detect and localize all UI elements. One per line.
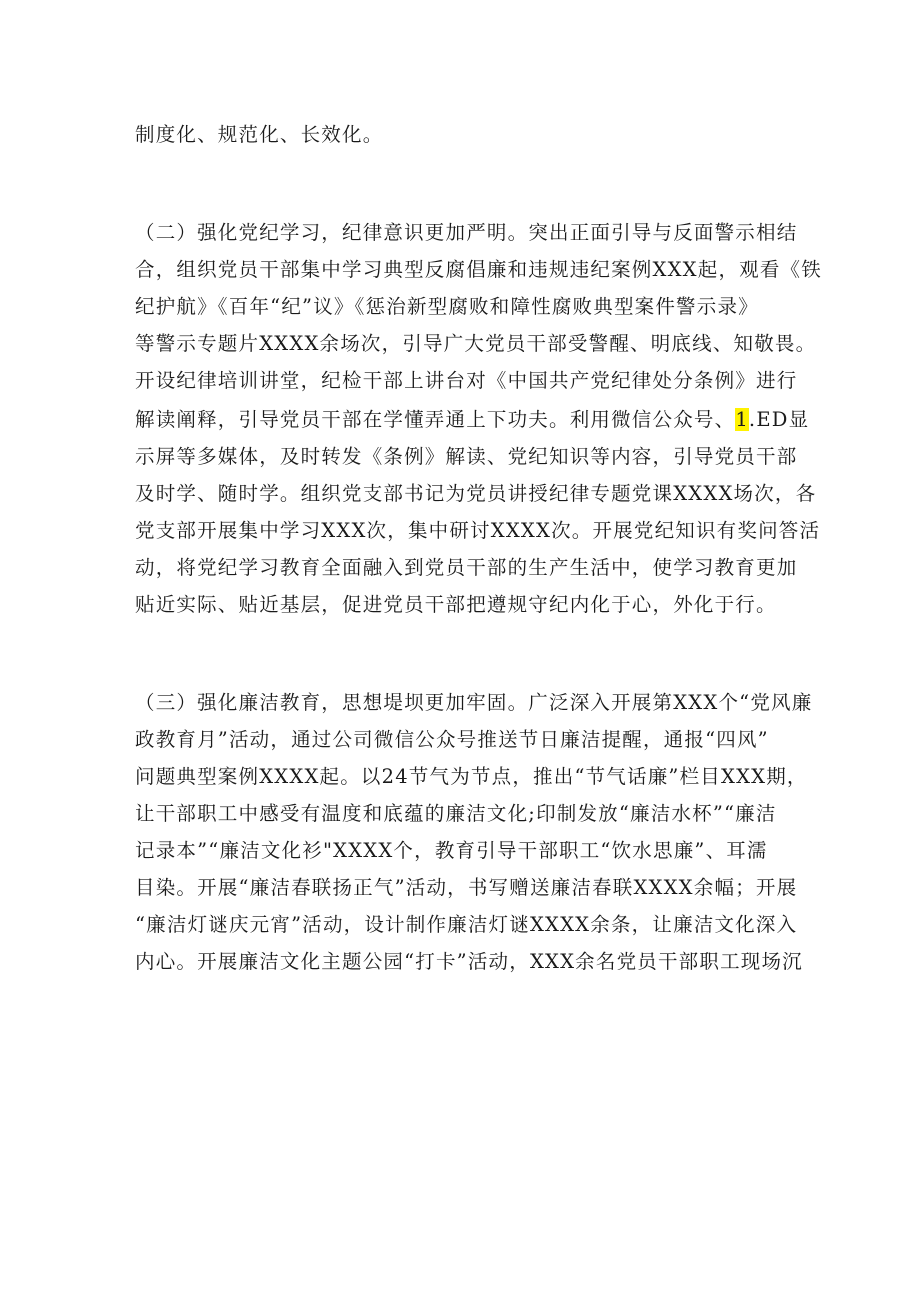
highlighted-text: 1: [735, 408, 749, 431]
paragraph-line: “廉洁灯谜庆元宵”活动，设计制作廉洁灯谜XXXX余条，让廉洁文化深入: [135, 913, 798, 936]
paragraph-line: 及时学、随时学。组织党支部书记为党员讲授纪律专题党课XXXX场次，各: [135, 482, 817, 505]
line-text-before-highlight: 解读阐释，引导党员干部在学懂弄通上下功夫。利用微信公众号、: [135, 408, 736, 431]
paragraph-line: 贴近实际、贴近基层，促进党员干部把遵规守纪内化于心，外化于行。: [135, 593, 777, 616]
paragraph-line: 问题典型案例XXXX起。以24节气为节点，推出“节气话廉”栏目XXX期，: [135, 765, 808, 788]
paragraph-line: 开设纪律培训讲堂，纪检干部上讲台对《中国共产党纪律处分条例》进行: [135, 369, 798, 392]
paragraph-line: 纪护航》《百年“纪”议》《惩治新型腐败和障性腐败典型案件警示录》: [135, 295, 759, 318]
paragraph-line: 内心。开展廉洁文化主题公园“打卡”活动，XXX余名党员干部职工现场沉: [135, 950, 803, 973]
paragraph-line: 让干部职工中感受有温度和底蕴的廉洁文化;印制发放“廉洁水杯”“廉洁: [135, 802, 777, 825]
paragraph-line: 等警示专题片XXXX余场次，引导广大党员干部受警醒、明底线、知敬畏。: [135, 332, 817, 355]
paragraph-line: 记录本”“廉洁文化衫"XXXX个，教育引导干部职工“饮水思廉”、耳濡: [135, 839, 768, 862]
paragraph-line-with-highlight: [135, 407, 810, 433]
section-3-heading-line: （三）强化廉洁教育，思想堤坝更加牢固。广泛深入开展第XXX个“党风廉: [135, 691, 813, 714]
line-text-after-highlight: .ED显: [748, 408, 810, 431]
section-2-heading-line: （二）强化党纪学习，纪律意识更加严明。突出正面引导与反面警示相结: [135, 221, 798, 244]
paragraph-line: 合，组织党员干部集中学习典型反腐倡廉和违规违纪案例XXX起，观看《铁: [135, 258, 822, 281]
paragraph-line: 政教育月”活动，通过公司微信公众号推送节日廉洁提醒，通报“四风”: [135, 728, 769, 751]
opening-line: 制度化、规范化、长效化。: [135, 123, 384, 146]
paragraph-line: 目染。开展“廉洁春联扬正气”活动，书写赠送廉洁春联XXXX余幅；开展: [135, 876, 798, 899]
paragraph-line: 动，将党纪学习教育全面融入到党员干部的生产生活中，使学习教育更加: [135, 556, 798, 579]
paragraph-line: 党支部开展集中学习XXX次，集中研讨XXXX次。开展党纪知识有奖问答活: [135, 519, 821, 542]
paragraph-line: 示屏等多媒体，及时转发《条例》解读、党纪知识等内容，引导党员干部: [135, 445, 798, 468]
